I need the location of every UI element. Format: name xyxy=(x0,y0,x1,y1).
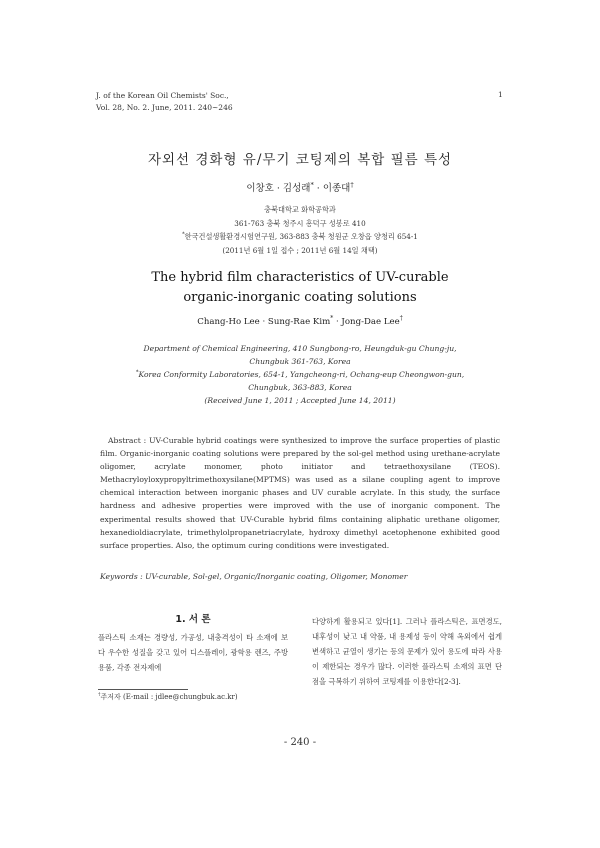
korean-author-2: · 이종대 xyxy=(313,183,351,194)
korean-affiliation xyxy=(0,203,600,257)
english-corresponding-mark: † xyxy=(399,315,403,323)
keywords-label: Keywords xyxy=(100,572,138,581)
header-page-number: 1 xyxy=(498,90,503,99)
footnote-text: 주저자 (E-mail : jdlee@chungbuk.ac.kr) xyxy=(100,693,238,701)
korean-affiliation-mark: * xyxy=(182,231,185,238)
footnote-divider xyxy=(98,689,188,690)
english-title xyxy=(0,268,600,308)
english-author-1: Chang-Ho Lee · Sung-Rae Kim xyxy=(197,317,331,327)
korean-corresponding-mark: † xyxy=(350,180,354,189)
footer-page-number: - 240 - xyxy=(283,737,317,748)
english-received-dates: (Received June 1, 2011 ; Accepted June 14, 2011) xyxy=(204,396,396,405)
english-affiliation xyxy=(0,342,600,407)
body-column-left: 플라스틱 소재는 경량성, 가공성, 내충격성이 타 소재에 보다 우수한 성질을 갖고 있어 디스플레이, 광학용 렌즈, 주방용품, 각종 전자제에 xyxy=(98,633,288,672)
journal-name: J. of the Korean Oil Chemists' Soc., xyxy=(96,91,229,100)
abstract-label: Abstract xyxy=(108,436,141,445)
english-title-line: organic-inorganic coating solutions xyxy=(183,290,417,305)
korean-author-1: 이창호 · 김성래 xyxy=(246,183,311,194)
english-author-2: · Jong-Dae Lee xyxy=(333,317,400,327)
english-affiliation-mark: * xyxy=(135,369,139,376)
footnote-mark: † xyxy=(98,691,101,698)
english-affiliation-line: *Korea Conformity Laboratories, 654-1, Yangcheong-ri, Ochang-eup Cheongwon-gun, xyxy=(135,369,465,379)
korean-authors xyxy=(0,180,600,194)
journal-citation xyxy=(96,90,233,114)
korean-author-1-mark: * xyxy=(310,180,314,189)
english-affiliation-line: Chungbuk 361-763, Korea xyxy=(249,357,351,366)
korean-affiliation-line: 충북대학교 화학공학과 xyxy=(264,205,336,214)
keywords xyxy=(100,572,407,581)
corresponding-author-footnote xyxy=(98,692,238,702)
english-author-1-mark: * xyxy=(330,315,334,323)
keywords-text: : UV-curable, Sol-gel, Organic/Inorganic coating, Oligomer, Monomer xyxy=(137,572,408,581)
korean-received-dates: (2011년 6월 1일 접수 ; 2011년 6월 14일 채택) xyxy=(222,245,378,255)
abstract: Abstract : UV-Curable hybrid coatings were synthesized to improve the surface properties of plastic film. Organic-inorganic coating solutions were prepared by the sol-gel method using urethane-acrylate oligomer, acrylate monomer, photo initiator and tetraethoxysilane (TEOS). Methacryloyloxypropyltrimethoxysilane(MPTMS) was used as a silane coupling agent to improve chemical interaction between inorganic phases and UV curable acrylate. In this study, the surface hardness and adhesive properties were improved with the use of inorganic component. The experimental results showed that UV-Curable hybrid films containing aliphatic urethane oligomer, hexanedioldiacrylate, trimethylolpropanetriacrylate, hydroxy dimethyl acetophenone exhibited good surface properties. Also, the optimum curing conditions were investigated. xyxy=(100,436,500,550)
section-heading-introduction: 1. 서 론 xyxy=(175,614,211,625)
abstract-text: UV-Curable hybrid coatings were synthesized to improve the surface properties of plastic film. Organic-inorganic coating solutions were prepared by the sol-gel method using urethane-acrylate oligomer, acrylate monomer, photo initiator and tetraethoxysilane (TEOS). Methacryloyloxypropyltrimethoxysilane(MPTMS) was used as a silane coupling agent to improve chemical interaction between inorganic phases and UV curable acrylate. In this study, the surface hardness and adhesive properties were improved with the use of inorganic component. The experimental results showed that UV-Curable hybrid films containing aliphatic urethane oligomer, hexanedioldiacrylate, trimethylolpropanetriacrylate, hydroxy dimethyl acetophenone exhibited good surface properties. Also, the optimum curing conditions were investigated. xyxy=(100,436,500,550)
body-column-right: 다양하게 활용되고 있다[1]. 그러나 플라스틱은, 표면경도, 내후성이 낮고 내 약품, 내 용제성 등이 약해 옥외에서 쉽게 변색하고 균열이 생기는 등의 문제가 있어 용도에 따라 사용이 제한되는 경우가 많다. 이러한 플라스틱 소재의 표면 단점을 극복하기 위하여 코팅제를 이용한다[2-3]. xyxy=(312,617,502,686)
korean-title: 자외선 경화형 유/무기 코팅제의 복합 필름 특성 xyxy=(147,152,453,168)
english-affiliation-line: Chungbuk, 363-883, Korea xyxy=(248,383,352,392)
english-authors xyxy=(0,317,600,327)
english-title-line: The hybrid film characteristics of UV-curable xyxy=(151,270,449,285)
korean-affiliation-line: 361-763 충북 청주시 흥덕구 성봉로 410 xyxy=(234,218,366,228)
journal-volume: Vol. 28, No. 2. June, 2011. 240~246 xyxy=(96,103,233,112)
english-affiliation-line: Department of Chemical Engineering, 410 Sungbong-ro, Heungduk-gu Chung-ju, xyxy=(143,344,457,353)
korean-affiliation-line: *한국건설생활환경시험연구원, 363-883 충북 청원군 오창읍 양청리 654-1 xyxy=(182,231,418,241)
